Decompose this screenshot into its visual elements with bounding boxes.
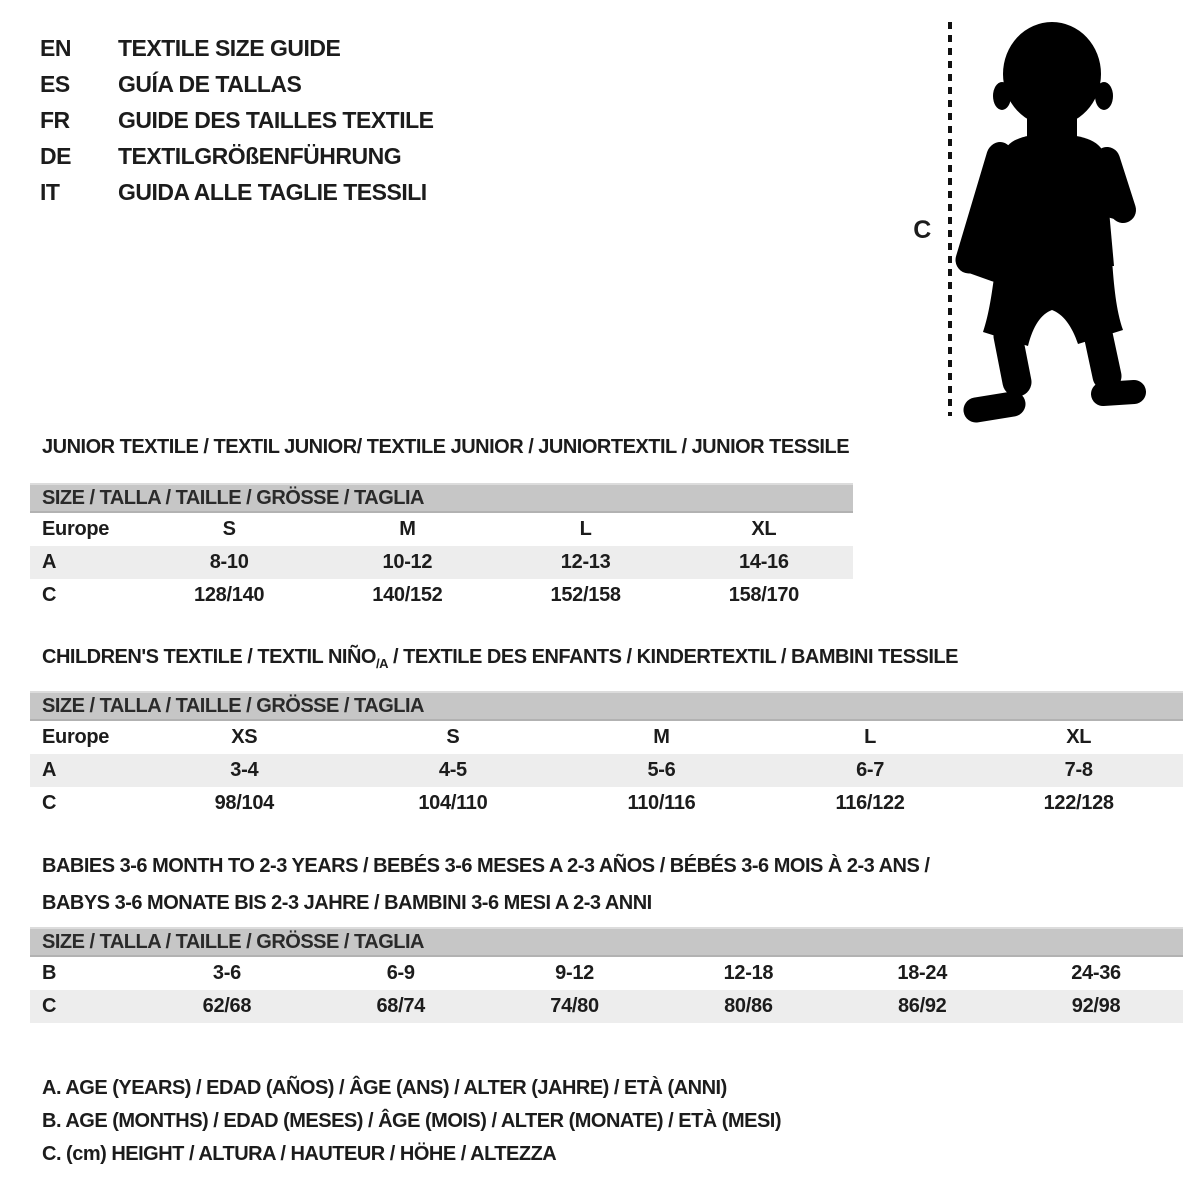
- table-cell: 128/140: [194, 584, 265, 606]
- table-cell: 3-6: [212, 962, 241, 984]
- row-label: C: [42, 995, 57, 1017]
- table-cell: 68/74: [376, 995, 426, 1017]
- table-cell: 8-10: [209, 551, 249, 573]
- babies-table-rows: [30, 957, 1183, 1023]
- table-cell: 3-4: [230, 759, 259, 781]
- table-cell: 152/158: [550, 584, 621, 606]
- table-cell: M: [653, 726, 670, 748]
- table-row: [30, 513, 853, 546]
- table-cell: 9-12: [555, 962, 594, 984]
- language-title: TEXTILGRÖßENFÜHRUNG: [118, 142, 402, 169]
- language-row: [40, 138, 434, 174]
- table-cell: 62/68: [202, 995, 252, 1017]
- table-row: [30, 579, 853, 612]
- children-title-subscript: /A: [375, 656, 388, 671]
- language-code: EN: [40, 34, 71, 61]
- table-cell: 74/80: [550, 995, 599, 1017]
- row-label: Europe: [42, 518, 110, 540]
- legend-notes: [42, 1072, 781, 1171]
- table-cell: L: [864, 726, 877, 748]
- row-label: A: [42, 759, 57, 781]
- size-header-bar: SIZE / TALLA / TAILLE / GRÖSSE / TAGLIA: [30, 483, 853, 513]
- table-row: [30, 990, 1183, 1023]
- table-cell: 7-8: [1064, 759, 1093, 781]
- table-cell: 140/152: [372, 584, 443, 606]
- row-label: C: [42, 584, 57, 606]
- language-row: [40, 30, 434, 66]
- table-cell: 92/98: [1071, 995, 1121, 1017]
- babies-title-line2: BABYS 3-6 MONATE BIS 2-3 JAHRE / BAMBINI 3-6 MESI A 2-3 ANNI: [42, 892, 652, 914]
- language-title: GUIDE DES TAILLES TEXTILE: [118, 106, 434, 133]
- junior-size-table: [30, 483, 853, 612]
- table-cell: 98/104: [214, 792, 274, 814]
- babies-title-line1: BABIES 3-6 MONTH TO 2-3 YEARS / BEBÉS 3-6 MESES A 2-3 AÑOS / BÉBÉS 3-6 MOIS À 2-3 ANS /: [42, 855, 930, 877]
- size-header-bar: SIZE / TALLA / TAILLE / GRÖSSE / TAGLIA: [30, 927, 1183, 957]
- language-code: FR: [40, 106, 70, 133]
- language-row: [40, 66, 434, 102]
- table-cell: 5-6: [647, 759, 676, 781]
- table-cell: 80/86: [724, 995, 773, 1017]
- height-measure-label: C: [913, 216, 931, 244]
- children-table-rows: [30, 721, 1183, 820]
- table-cell: L: [579, 518, 592, 540]
- language-code: DE: [40, 142, 71, 169]
- table-cell: 12-13: [560, 551, 611, 573]
- table-cell: S: [222, 518, 236, 540]
- toddler-silhouette-icon: [900, 14, 1160, 426]
- table-cell: 10-12: [382, 551, 433, 573]
- table-row: [30, 546, 853, 579]
- table-cell: 12-18: [723, 962, 774, 984]
- table-cell: S: [446, 726, 460, 748]
- note-age-years: A. AGE (YEARS) / EDAD (AÑOS) / ÂGE (ANS) / ALTER (JAHRE) / ETÀ (ANNI): [42, 1077, 727, 1099]
- table-cell: 158/170: [728, 584, 799, 606]
- language-title: GUÍA DE TALLAS: [118, 70, 302, 97]
- row-label: Europe: [42, 726, 110, 748]
- language-code: IT: [40, 178, 60, 205]
- table-cell: 6-9: [386, 962, 415, 984]
- note-height-cm: C. (cm) HEIGHT / ALTURA / HAUTEUR / HÖHE / ALTEZZA: [42, 1143, 557, 1165]
- table-row: [30, 721, 1183, 754]
- junior-section-title: JUNIOR TEXTILE / TEXTIL JUNIOR/ TEXTILE JUNIOR / JUNIORTEXTIL / JUNIOR TESSILE: [42, 436, 850, 458]
- table-cell: 116/122: [835, 792, 905, 814]
- row-label: C: [42, 792, 57, 814]
- size-header-bar: SIZE / TALLA / TAILLE / GRÖSSE / TAGLIA: [30, 691, 1183, 721]
- children-section-title: [42, 646, 958, 671]
- row-label: B: [42, 962, 57, 984]
- table-cell: 6-7: [856, 759, 885, 781]
- table-cell: 4-5: [438, 759, 467, 781]
- table-cell: XL: [1066, 726, 1092, 748]
- table-row: [30, 754, 1183, 787]
- babies-size-table: [30, 927, 1183, 1023]
- table-cell: 86/92: [897, 995, 947, 1017]
- language-row: [40, 174, 434, 210]
- language-code: ES: [40, 70, 70, 97]
- table-cell: 110/116: [627, 792, 696, 814]
- children-title-part: / TEXTILE DES ENFANTS / KINDERTEXTIL / BAMBINI TESSILE: [387, 646, 958, 668]
- table-cell: 24-36: [1071, 962, 1121, 984]
- babies-section-title: [42, 848, 929, 922]
- language-title: TEXTILE SIZE GUIDE: [118, 34, 341, 61]
- language-title-list: [40, 30, 434, 210]
- table-cell: 122/128: [1043, 792, 1114, 814]
- children-size-table: [30, 691, 1183, 820]
- children-title-part: CHILDREN'S TEXTILE / TEXTIL NIÑO: [42, 646, 376, 668]
- junior-table-rows: [30, 513, 853, 612]
- table-cell: M: [399, 518, 416, 540]
- table-cell: XL: [751, 518, 777, 540]
- table-cell: XS: [231, 726, 258, 748]
- row-label: A: [42, 551, 57, 573]
- language-row: [40, 102, 434, 138]
- note-age-months: B. AGE (MONTHS) / EDAD (MESES) / ÂGE (MOIS) / ALTER (MONATE) / ETÀ (MESI): [42, 1110, 782, 1132]
- table-row: [30, 787, 1183, 820]
- table-cell: 14-16: [739, 551, 789, 573]
- table-cell: 18-24: [897, 962, 948, 984]
- table-cell: 104/110: [418, 792, 488, 814]
- table-row: [30, 957, 1183, 990]
- language-title: GUIDA ALLE TAGLIE TESSILI: [118, 178, 427, 205]
- toddler-silhouette: [968, 22, 1134, 410]
